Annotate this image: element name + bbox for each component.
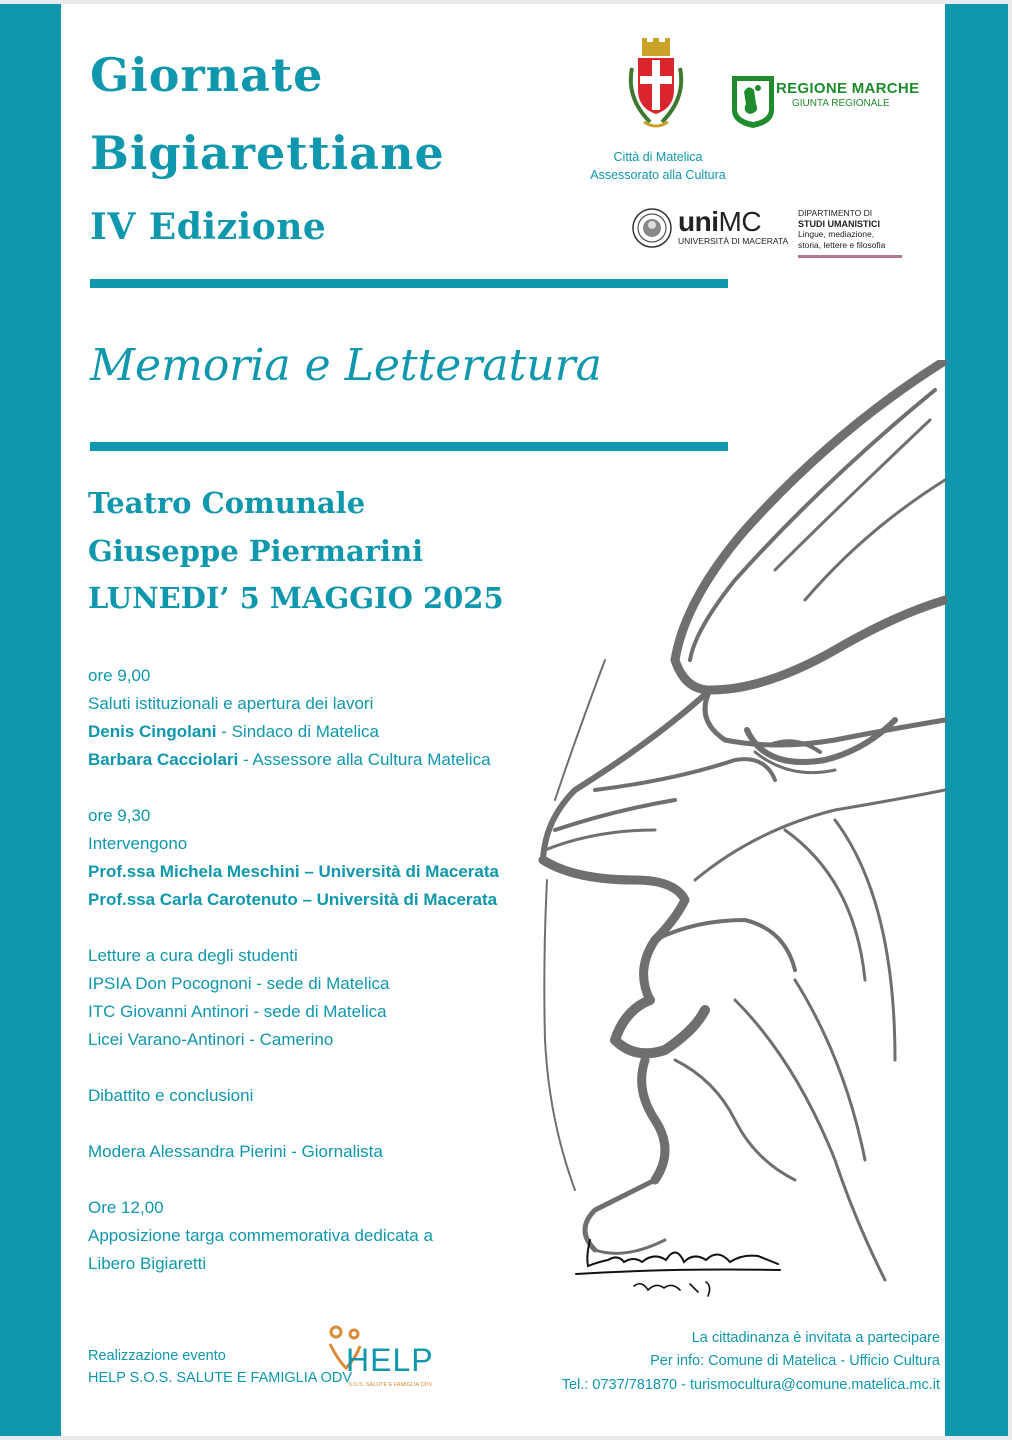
time-1: ore 9,00	[88, 666, 151, 685]
unimc-light: MC	[718, 206, 762, 237]
footer-right-line-2: Per info: Comune di Matelica - Ufficio Cultura	[650, 1353, 940, 1369]
speaker-1-name: Denis Cingolani	[88, 722, 217, 741]
department-underline	[798, 255, 902, 258]
speaker-1	[88, 722, 379, 742]
venue-line-2: Giuseppe Piermarini	[88, 534, 424, 568]
school-1: IPSIA Don Pocognoni - sede di Matelica	[88, 974, 390, 993]
title-line-2: Bigiarettiane	[90, 126, 445, 180]
intervene-label: Intervengono	[88, 834, 188, 853]
dept-line-4: storia, lettere e filosofia	[798, 239, 886, 250]
professor-1	[88, 862, 499, 882]
footer-right-line-1: La cittadinanza è invitata a partecipare	[691, 1330, 940, 1346]
unimc-wordmark	[678, 206, 761, 238]
dept-line-3: Lingue, mediazione,	[798, 229, 875, 239]
speaker-1-role: - Sindaco di Matelica	[216, 722, 379, 741]
help-logo-text: HELP	[346, 1342, 434, 1378]
time-2: ore 9,30	[88, 806, 151, 825]
matelica-crest-icon	[620, 38, 692, 134]
professor-2	[88, 890, 497, 910]
city-caption	[578, 148, 738, 184]
help-logo-subtitle: S.O.S. SALUTE E FAMIGLIA ODV	[348, 1382, 433, 1388]
professor-2-text: Prof.ssa Carla Carotenuto – Università di Macerata	[88, 890, 498, 909]
event-subtitle: Memoria e Letteratura	[90, 340, 602, 391]
footer-left-line-2: HELP S.O.S. SALUTE E FAMIGLIA ODV	[88, 1370, 353, 1386]
unimc-subtitle: UNIVERSITÀ DI MACERATA	[678, 236, 789, 246]
speaker-2-name: Barbara Cacciolari	[88, 750, 239, 769]
city-caption-line-1: Città di Matelica	[613, 150, 703, 164]
left-teal-band	[0, 4, 61, 1436]
footer-right-line-3: Tel.: 0737/781870 - turismocultura@comune.matelica.mc.it	[561, 1377, 940, 1393]
debate-label: Dibattito e conclusioni	[88, 1086, 254, 1105]
unimc-bold: uni	[678, 206, 719, 237]
school-2: ITC Giovanni Antinori - sede di Matelica	[88, 1002, 387, 1021]
title-line-1: Giornate	[90, 48, 324, 102]
dept-line-1: DIPARTIMENTO DI	[798, 208, 873, 218]
region-name: REGIONE MARCHE	[776, 80, 920, 97]
plaque-line-1: Apposizione targa commemorativa dedicata a	[88, 1226, 433, 1245]
footer-left-line-1: Realizzazione evento	[88, 1348, 226, 1364]
school-3: Licei Varano-Antinori - Camerino	[88, 1030, 334, 1049]
venue-line-1: Teatro Comunale	[88, 486, 366, 520]
university-seal-icon	[632, 208, 672, 248]
city-caption-line-2: Assessorato alla Cultura	[590, 168, 726, 182]
speaker-2	[88, 750, 491, 770]
plaque-line-2: Libero Bigiaretti	[88, 1254, 207, 1273]
edition-label: IV Edizione	[90, 206, 327, 248]
region-subtitle: GIUNTA REGIONALE	[792, 98, 890, 109]
opening-text: Saluti istituzionali e apertura dei lavori	[88, 694, 374, 713]
right-teal-band	[945, 4, 1008, 1436]
department-label	[798, 208, 885, 250]
speaker-2-role: - Assessore alla Cultura Matelica	[238, 750, 491, 769]
readings-label: Letture a cura degli studenti	[88, 946, 298, 965]
event-date: LUNEDI’ 5 MAGGIO 2025	[88, 581, 504, 615]
signature-icon	[572, 1232, 784, 1304]
dept-line-2: STUDI UMANISTICI	[798, 218, 880, 229]
professor-1-text: Prof.ssa Michela Meschini – Università di Macerata	[88, 862, 499, 881]
time-3: Ore 12,00	[88, 1198, 164, 1217]
top-divider	[90, 279, 728, 288]
moderator-label: Modera Alessandra Pierini - Giornalista	[88, 1142, 383, 1161]
portrait-sketch-icon	[535, 360, 947, 1310]
